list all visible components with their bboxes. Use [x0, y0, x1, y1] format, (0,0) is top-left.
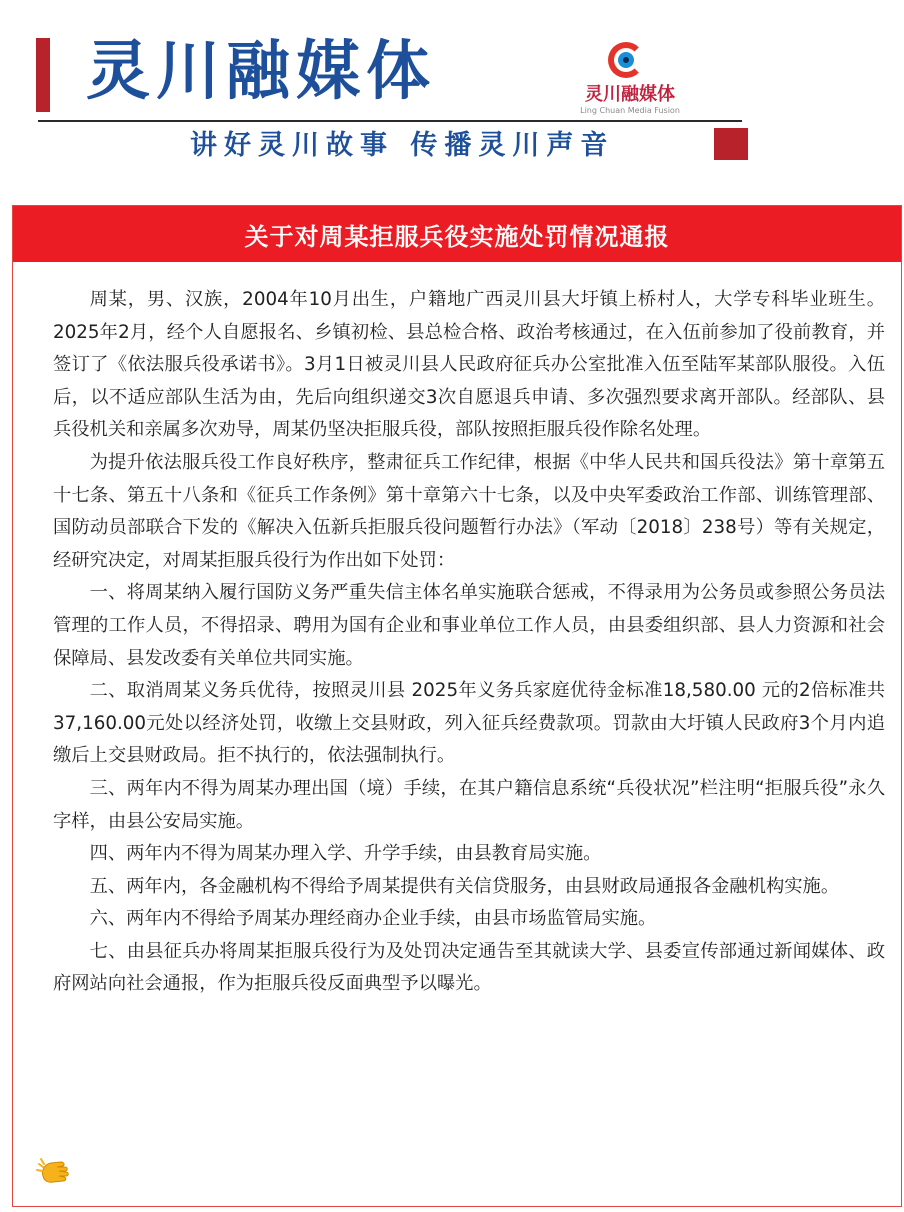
paragraph: 一、将周某纳入履行国防义务严重失信主体名单实施联合惩戒，不得录用为公务员或参照公务员法管理的工作人员，不得招录、聘用为国有企业和事业单位工作人员，由县委组织部、县人力资源和社会保障局、县发改委有关单位共同实施。 — [53, 582, 885, 669]
paragraph: 六、两年内不得给予周某办理经商办企业手续，由县市场监管局实施。 — [89, 908, 657, 930]
title-bar — [13, 206, 901, 262]
notice-title: 关于对周某拒服兵役实施处罚情况通报 — [244, 222, 670, 251]
brand-logo — [560, 40, 700, 118]
header-divider — [38, 120, 742, 122]
logo-text: 灵川融媒体 — [585, 84, 675, 105]
paragraph: 周某，男、汉族，2004年10月出生，户籍地广西灵川县大圩镇上桥村人，大学专科毕业班生。2025年2月，经个人自愿报名、乡镇初检、县总检合格、政治考核通过，在入伍前参加了役前教育，并签订了《依法服兵役承诺书》。3月1日被灵川县人民政府征兵办公室批准入伍至陆军某部队服役。入伍后，以不适应部队生活为由，先后向组织递交3次自愿退兵申请、多次强烈要求离开部队。经部队、县兵役机关和亲属多次劝导，周某仍坚决拒服兵役，部队按照拒服兵役作除名处理。 — [53, 289, 885, 441]
brand-title: 灵川融媒体 — [86, 34, 436, 109]
notice-body — [53, 284, 885, 1001]
paragraph: 为提升依法服兵役工作良好秩序，整肃征兵工作纪律，根据《中华人民共和国兵役法》第十章第五十七条、第五十八条和《征兵工作条例》第十章第六十七条，以及中央军委政治工作部、训练管理部、国防动员部联合下发的《解决入伍新兵拒服兵役问题暂行办法》（军动〔2018〕238号）等有关规定，经研究决定，对周某拒服兵役行为作出如下处罚： — [53, 451, 885, 571]
paragraph: 三、两年内不得为周某办理出国（境）手续，在其户籍信息系统“兵役状况”栏注明“拒服兵役”永久字样，由县公安局实施。 — [53, 777, 885, 832]
header — [0, 0, 904, 200]
header-accent-block — [714, 128, 748, 160]
slogan: 讲好灵川故事 传播灵川声音 — [190, 130, 615, 161]
eye-logo-icon — [618, 52, 634, 68]
paragraph: 五、两年内，各金融机构不得给予周某提供有关信贷服务，由县财政局通报各金融机构实施。 — [89, 875, 840, 897]
logo-subtext: Ling Chuan Media Fusion — [580, 106, 680, 115]
paragraph: 四、两年内不得为周某办理入学、升学手续，由县教育局实施。 — [89, 843, 602, 865]
notice-card — [12, 205, 902, 1207]
header-accent-bar — [36, 38, 50, 112]
paragraph: 七、由县征兵办将周某拒服兵役行为及处罚决定通告至其就读大学、县委宣传部通过新闻媒体、政府网站向社会通报，作为拒服兵役反面典型予以曝光。 — [53, 940, 885, 995]
clapping-hand-icon — [35, 1154, 75, 1190]
paragraph: 二、取消周某义务兵优待，按照灵川县 2025年义务兵家庭优待金标准18,580.00 元的2倍标准共 37,160.00元处以经济处罚，收缴上交县财政，列入征兵经费款项。罚款由大圩镇人民政府3个月内追缴后上交县财政局。拒不执行的，依法强制执行。 — [53, 680, 885, 767]
